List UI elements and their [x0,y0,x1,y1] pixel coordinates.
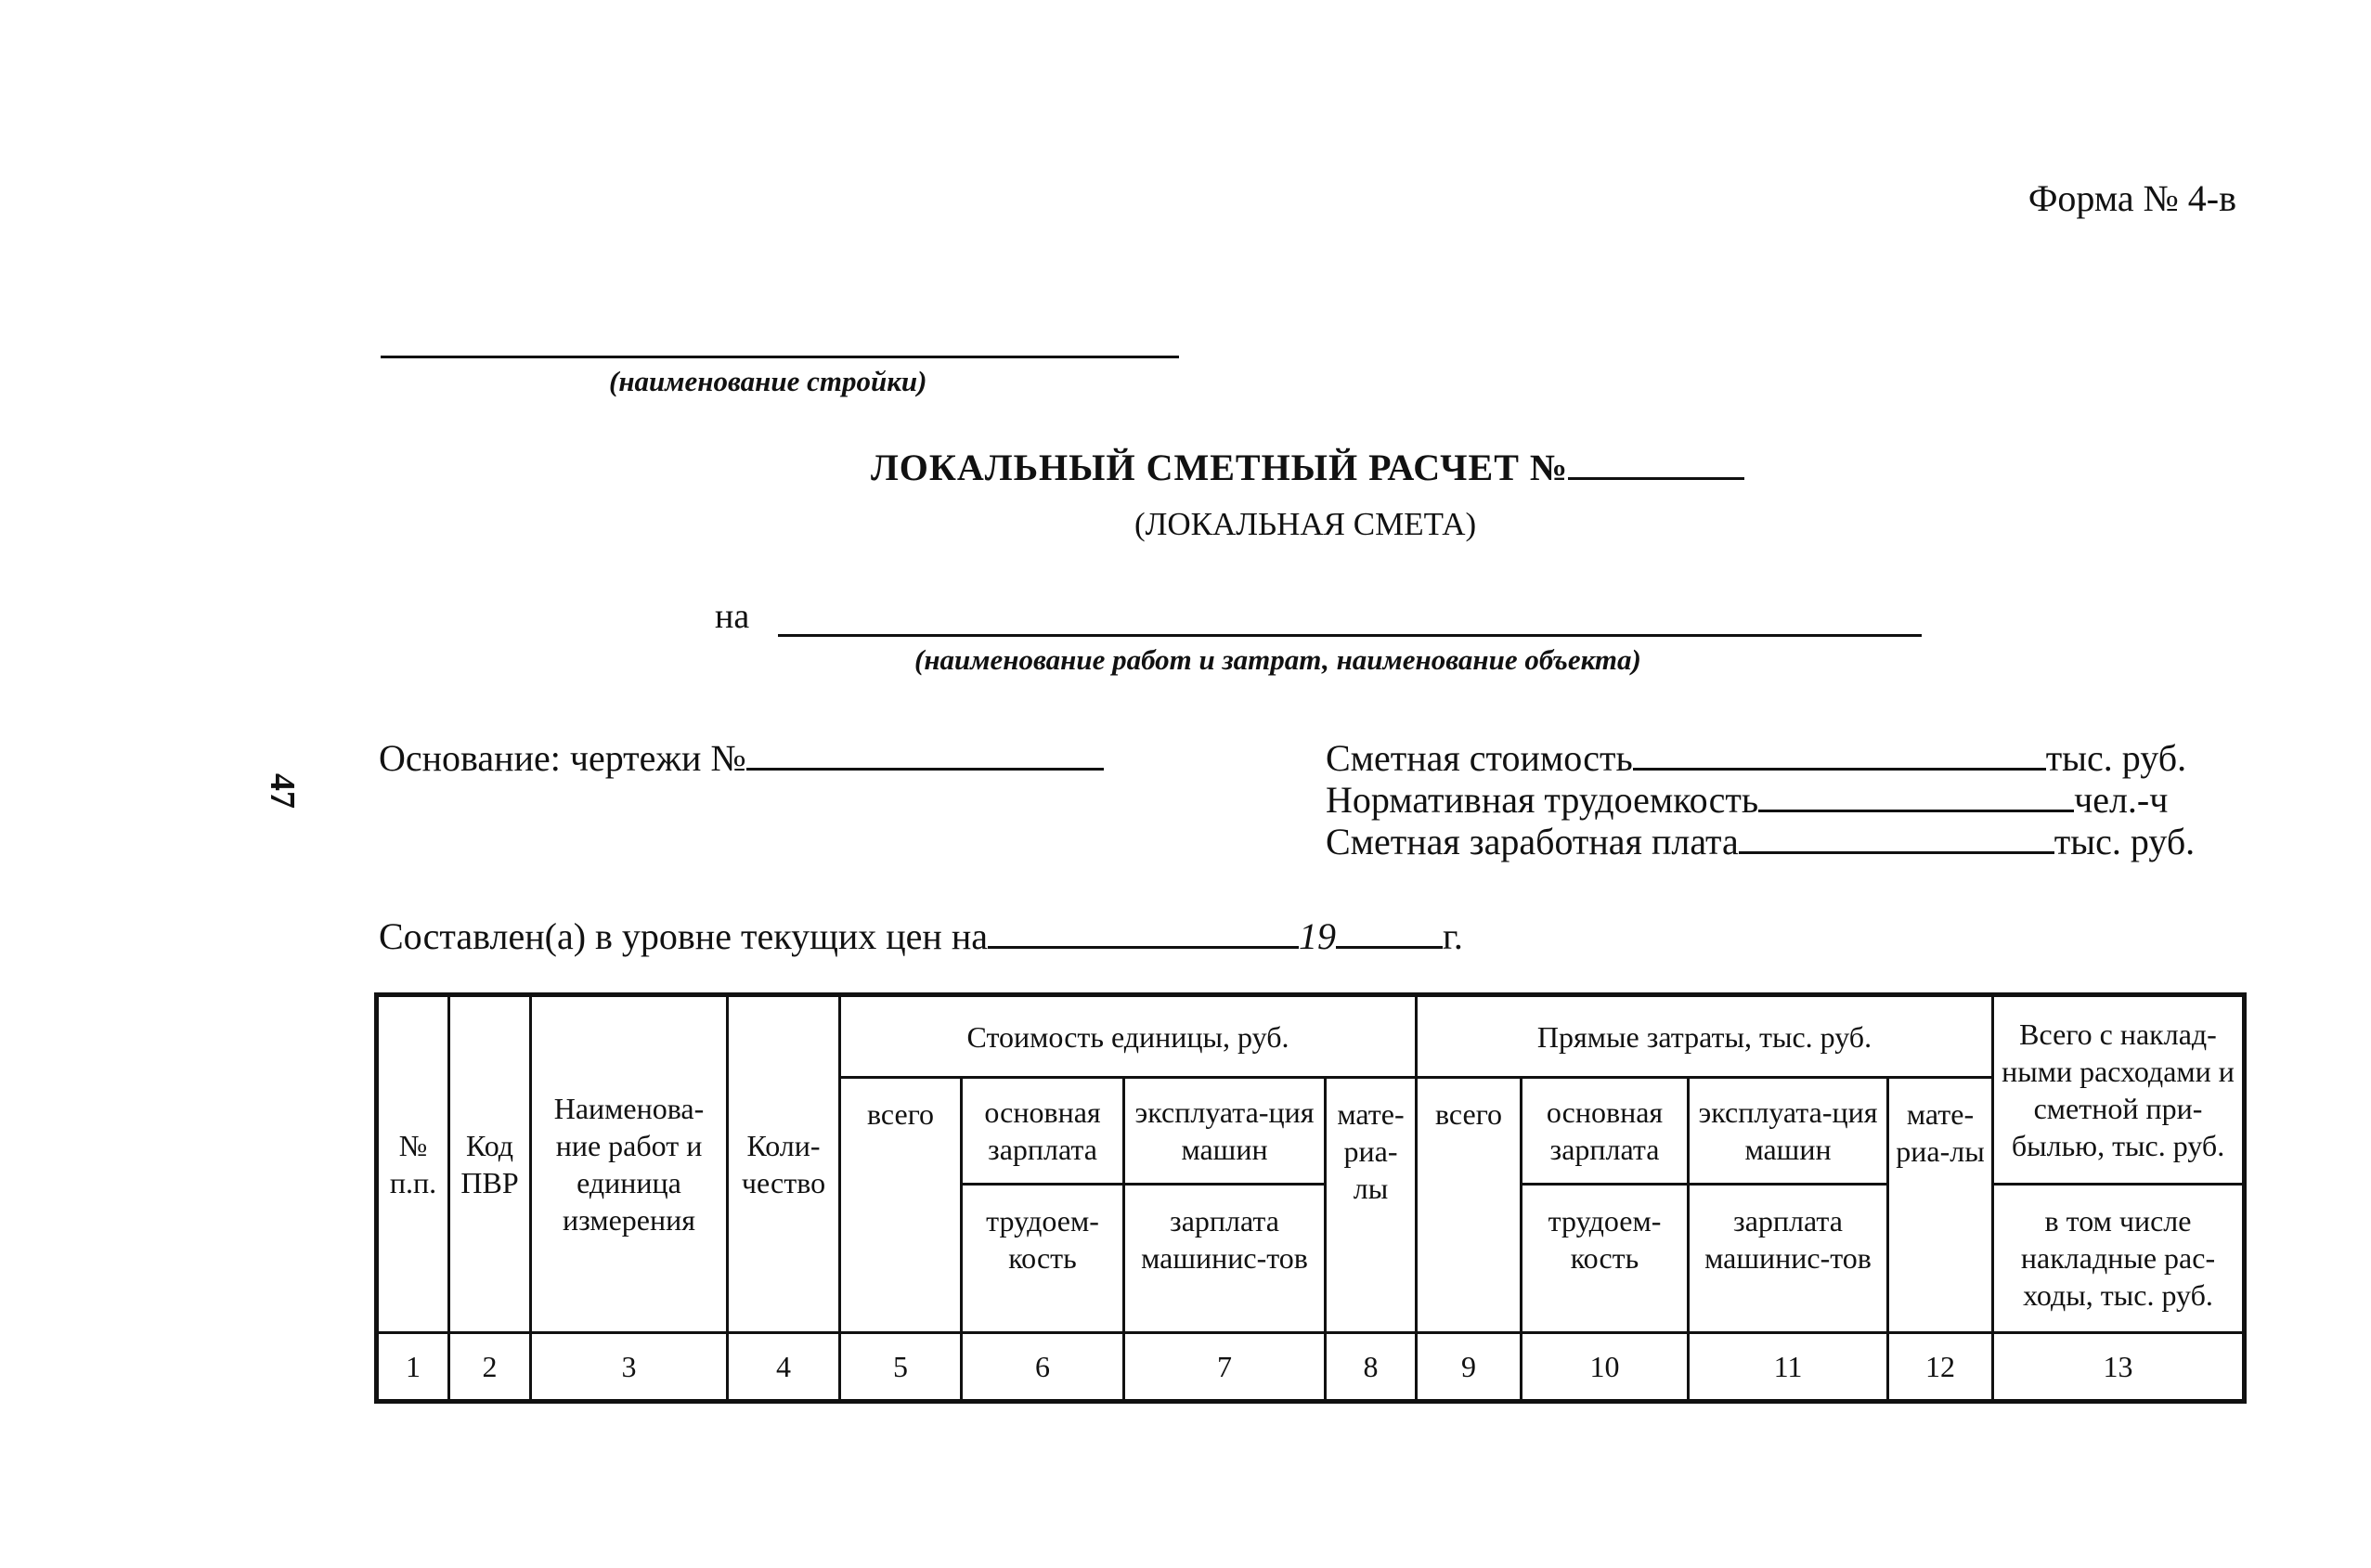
header-unit-machine-operation: эксплуата-ция машин [1124,1078,1326,1185]
header-direct-labor-intensity: трудоем-кость [1522,1185,1689,1333]
compiled-row [379,914,1463,958]
column-number: 4 [728,1333,840,1401]
header-direct-basic-wage: основная зарплата [1522,1078,1689,1185]
header-direct-costs-group: Прямые затраты, тыс. руб. [1417,996,1993,1078]
header-direct-machinist-wage: зарплата машинис-тов [1689,1185,1888,1333]
cost-label: Сметная стоимость [1326,737,1633,779]
compiled-year-prefix: 19 [1299,915,1336,957]
labor-unit: чел.-ч [2074,779,2169,821]
column-number: 8 [1326,1333,1417,1401]
estimate-table [376,994,2245,1402]
column-number: 5 [840,1333,962,1401]
column-number: 2 [449,1333,531,1401]
header-unit-basic-wage: основная зарплата [962,1078,1124,1185]
compiled-year-line [1336,945,1443,949]
labor-row [1326,778,2168,822]
column-number: 3 [531,1333,728,1401]
basis-row [379,736,1104,780]
compiled-date-line [988,945,1299,949]
header-overhead-included: в том числе накладные рас-ходы, тыс. руб. [1993,1185,2244,1333]
page-number: 47 [263,773,302,809]
compiled-label: Составлен(а) в уровне текущих цен на [379,915,988,957]
header-name: Наименова-ние работ и единица измерения [531,996,728,1333]
header-direct-total: всего [1417,1078,1522,1333]
header-direct-machine-operation: эксплуата-ция машин [1689,1078,1888,1185]
basis-line [746,767,1104,771]
wage-label: Сметная заработная плата [1326,821,1739,862]
labor-label: Нормативная трудоемкость [1326,779,1759,821]
column-number: 6 [962,1333,1124,1401]
title-number-line [1568,476,1744,480]
cost-unit: тыс. руб. [2045,737,2187,779]
page-subtitle: (ЛОКАЛЬНАЯ СМЕТА) [1134,506,1477,542]
column-number: 10 [1522,1333,1689,1401]
construction-name-line [381,356,1179,358]
construction-caption: (наименование стройки) [609,365,927,397]
basis-label: Основание: чертежи № [379,737,746,779]
column-numbers-row [378,1333,2244,1401]
header-total-with-overhead: Всего с наклад-ными расходами и сметной при-былью, тыс. руб. [1993,996,2244,1185]
column-number: 13 [1993,1333,2244,1401]
compiled-year-suffix: г. [1443,915,1463,957]
header-unit-labor-intensity: трудоем-кость [962,1185,1124,1333]
wage-line [1739,850,2054,854]
header-unit-total: всего [840,1078,962,1333]
column-number: 7 [1124,1333,1326,1401]
header-no: № п.п. [378,996,449,1333]
column-number: 11 [1689,1333,1888,1401]
work-caption: (наименование работ и затрат, наименование объекта) [914,643,1641,676]
wage-row [1326,820,2195,863]
header-quantity: Коли-чество [728,996,840,1333]
wage-unit: тыс. руб. [2054,821,2196,862]
column-number: 12 [1888,1333,1993,1401]
header-code: Код ПВР [449,996,531,1333]
column-number: 9 [1417,1333,1522,1401]
title-text: ЛОКАЛЬНЫЙ СМЕТНЫЙ РАСЧЕТ № [871,447,1569,488]
header-unit-cost-group: Стоимость единицы, руб. [840,996,1417,1078]
cost-row [1326,736,2186,780]
for-label: на [715,597,750,636]
header-unit-machinist-wage: зарплата машинис-тов [1124,1185,1326,1333]
labor-line [1758,809,2074,812]
work-name-line [778,634,1922,637]
cost-line [1633,767,2046,771]
column-number: 1 [378,1333,449,1401]
form-number: Форма № 4-в [2028,177,2236,219]
header-unit-materials: мате-риа-лы [1326,1078,1417,1333]
page-title [871,446,1744,489]
header-direct-materials: мате-риа-лы [1888,1078,1993,1333]
